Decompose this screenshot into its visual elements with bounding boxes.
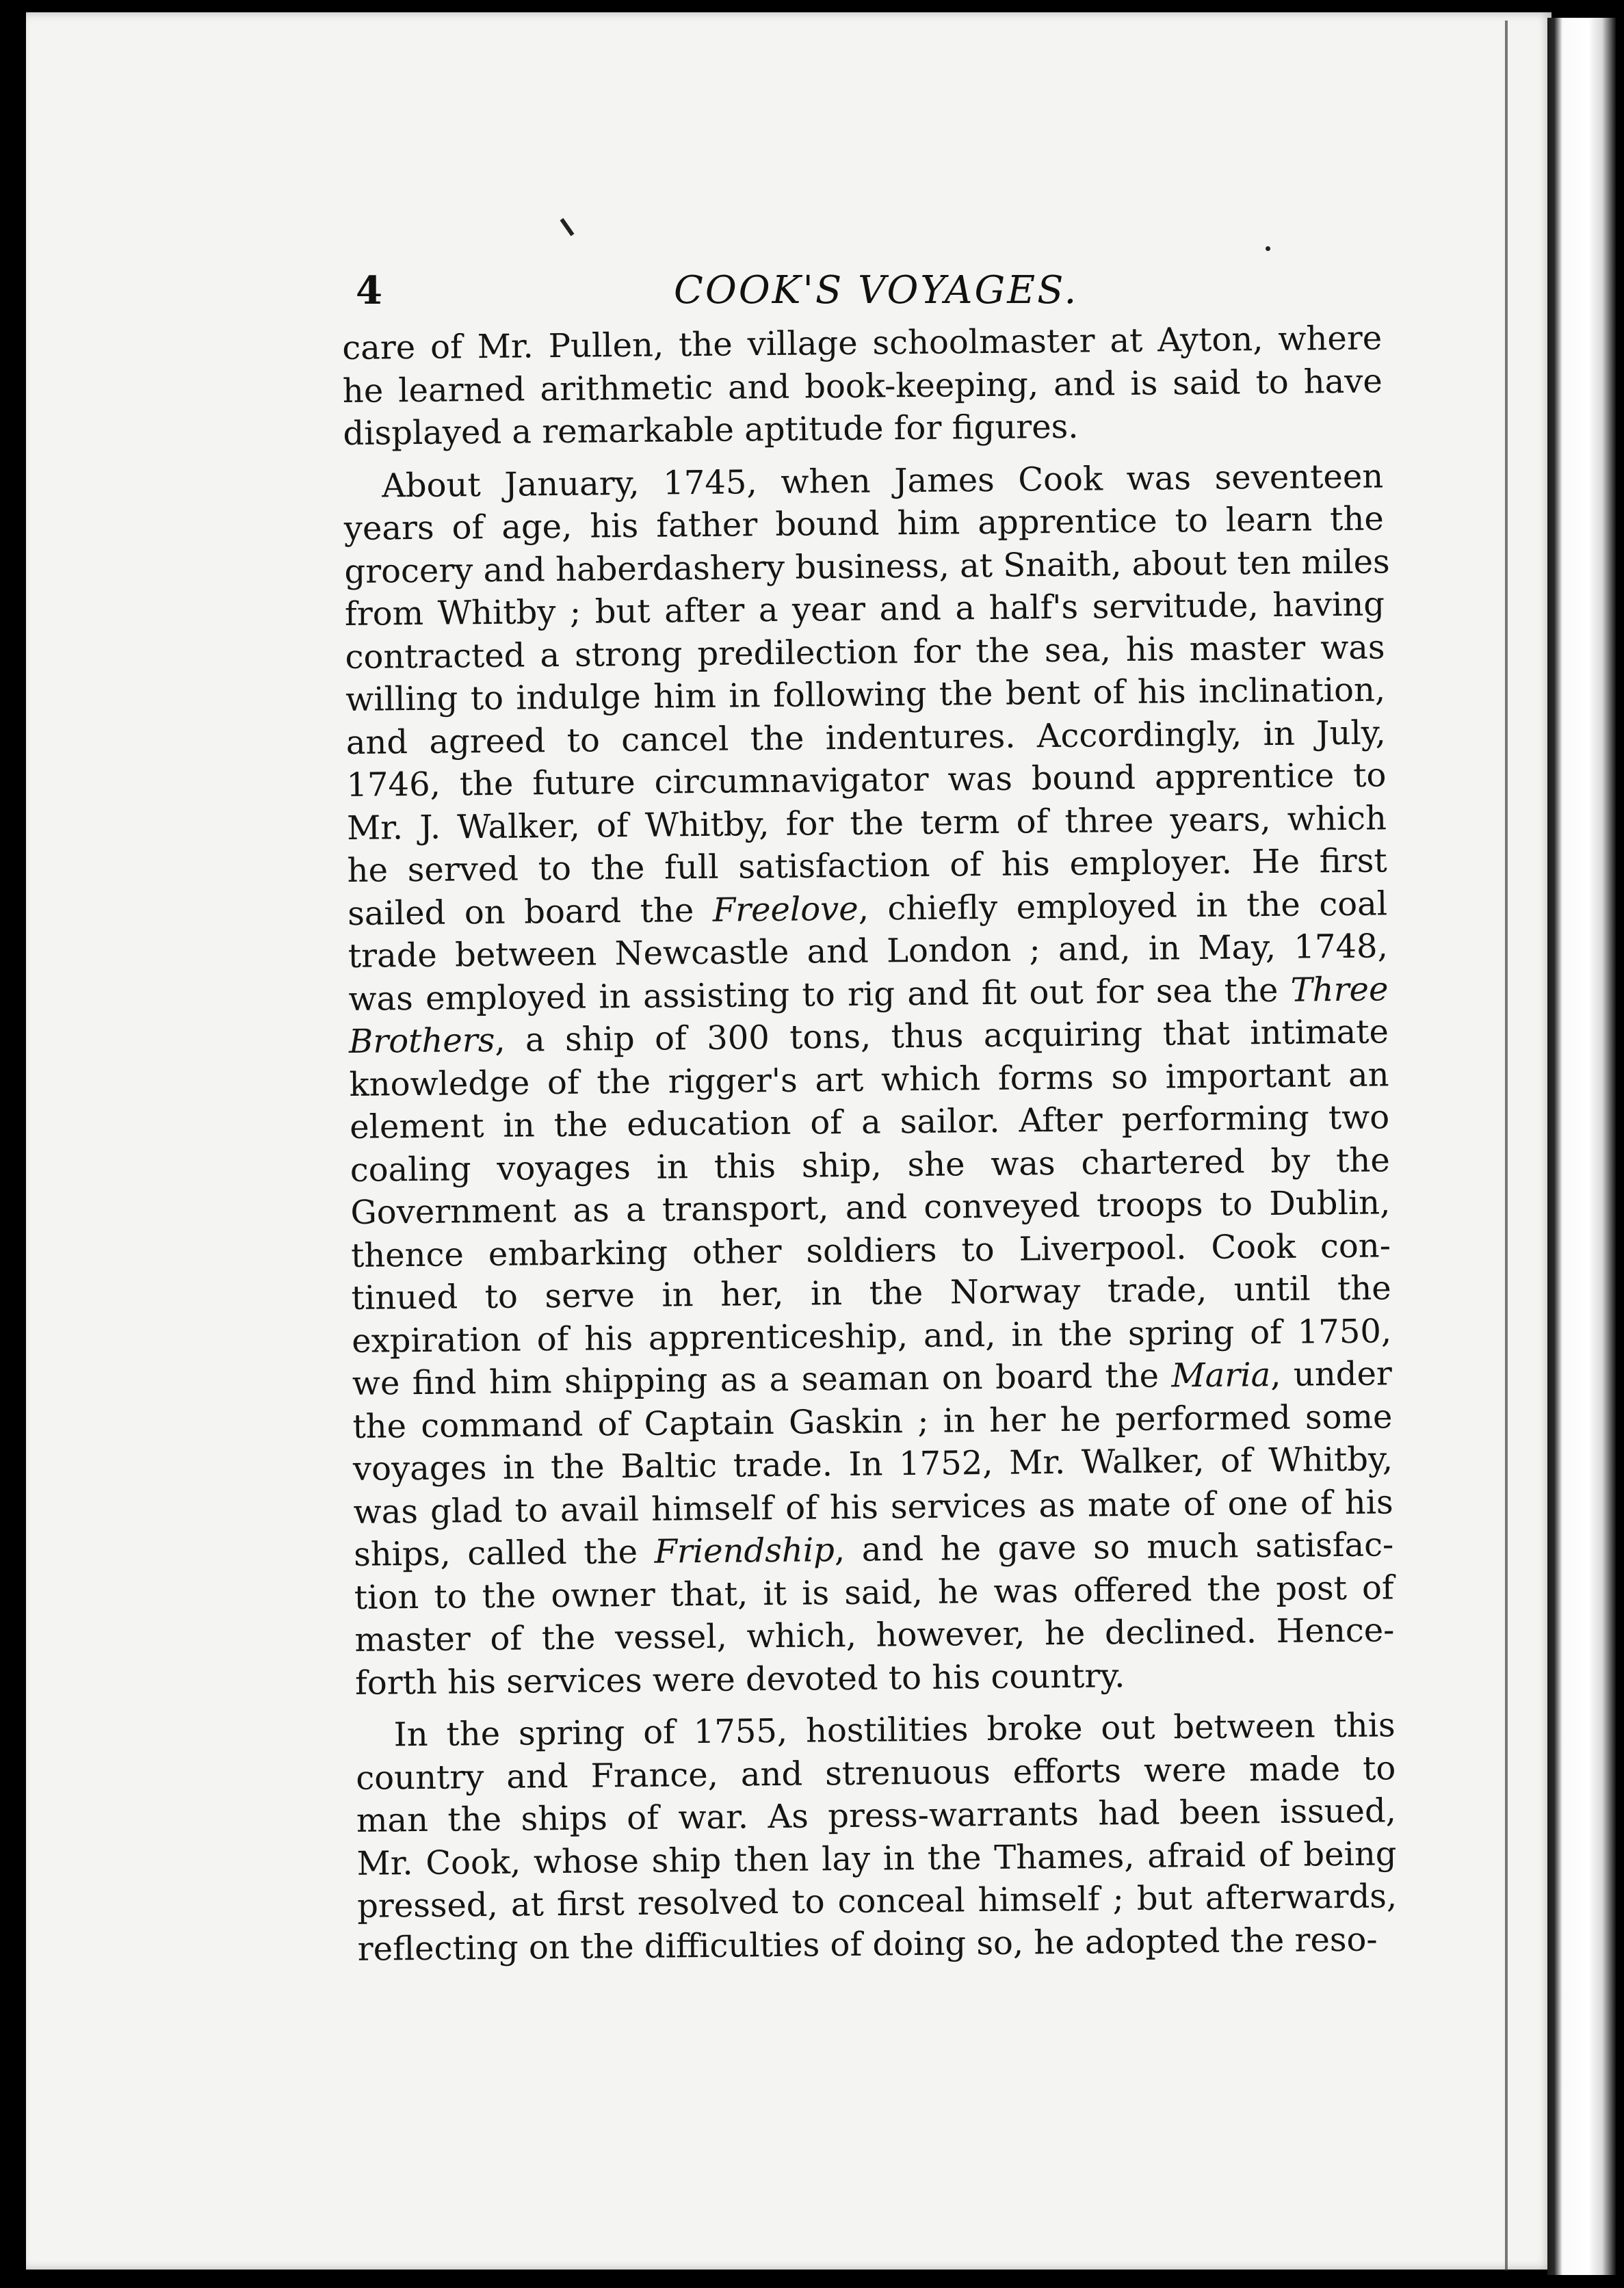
text-line: 1746, the future circumnavigator was bound apprentice to xyxy=(346,756,1387,804)
page-gutter-line xyxy=(1505,21,1508,2271)
text-line: he served to the full satisfaction of his employer. He first xyxy=(347,841,1387,890)
page-header xyxy=(356,268,1396,323)
text-line: willing to indulge him in following the bent of his inclination, xyxy=(345,670,1386,719)
text-line: was glad to avail himself of his services as mate of one of his xyxy=(353,1482,1393,1531)
text-line: expiration of his apprenticeship, and, in the spring of 1750, xyxy=(351,1311,1392,1360)
text-line: thence embarking other soldiers to Liverpool. Cook con- xyxy=(350,1226,1391,1275)
running-head: COOK'S VOYAGES. xyxy=(674,268,1079,313)
text-line: we find him shipping as a seaman on board the Maria, under xyxy=(352,1354,1393,1403)
page-number: 4 xyxy=(356,268,382,313)
text-line: Mr. J. Walker, of Whitby, for the term of three years, which xyxy=(346,798,1387,847)
text-line: ships, called the Friendship, and he gave so much satisfac- xyxy=(353,1525,1394,1574)
paragraph xyxy=(342,317,1383,455)
text-line: Mr. Cook, whose ship then lay in the Thames, afraid of being xyxy=(356,1834,1397,1883)
text-line: from Whitby ; but after a year and a half's servitude, having xyxy=(344,585,1385,633)
text-line: contracted a strong predilection for the sea, his master was xyxy=(345,627,1385,676)
text-line: sailed on board the Freelove, chiefly employed in the coal xyxy=(347,884,1388,933)
paragraph xyxy=(343,455,1395,1705)
body-text xyxy=(342,317,1398,1970)
text-line: Government as a transport, and conveyed troops to Dublin, xyxy=(350,1183,1391,1232)
text-line: trade between Newcastle and London ; and, in May, 1748, xyxy=(348,927,1389,975)
text-line: tion to the owner that, it is said, he was offered the post of xyxy=(354,1568,1394,1617)
text-line: About January, 1745, when James Cook was seventeen xyxy=(381,456,1384,505)
text-line: the command of Captain Gaskin ; in her he performed some xyxy=(352,1397,1393,1446)
text-line: displayed a remarkable aptitude for figures. xyxy=(343,407,1079,453)
text-line: man the ships of war. As press-warrants had been issued, xyxy=(356,1791,1397,1840)
text-line: he learned arithmetic and book-keeping, and is said to have xyxy=(342,361,1383,410)
text-line: pressed, at first resolved to conceal himself ; but afterwards, xyxy=(356,1877,1398,1925)
text-line: years of age, his father bound him apprentice to learn the xyxy=(343,499,1385,548)
text-line: country and France, and strenuous efforts were made to xyxy=(356,1748,1396,1798)
text-line: master of the vessel, which, however, he declined. Hence- xyxy=(354,1611,1395,1659)
text-line: tinued to serve in her, in the Norway trade, until the xyxy=(351,1269,1391,1317)
text-line: and agreed to cancel the indentures. Accordingly, in July, xyxy=(345,713,1386,762)
text-line: voyages in the Baltic trade. In 1752, Mr. Walker, of Whitby, xyxy=(352,1440,1393,1488)
text-line: Brothers, a ship of 300 tons, thus acquiring that intimate xyxy=(348,1012,1389,1061)
text-line: forth his services were devoted to his country. xyxy=(354,1656,1125,1702)
text-line: was employed in assisting to rig and fit out for sea the Three xyxy=(348,969,1389,1018)
text-line: element in the education of a sailor. After performing two xyxy=(349,1098,1390,1146)
scan-speck xyxy=(1266,246,1270,251)
paragraph xyxy=(355,1704,1398,1971)
text-line: coaling voyages in this ship, she was chartered by the xyxy=(350,1140,1390,1189)
text-line: reflecting on the difficulties of doing so, he adopted the reso- xyxy=(357,1920,1378,1969)
text-line: knowledge of the rigger's art which forms so important an xyxy=(349,1055,1389,1104)
text-line: grocery and haberdashery business, at Snaith, about ten miles xyxy=(344,542,1390,591)
book-page-edge xyxy=(1547,18,1616,2275)
text-line: care of Mr. Pullen, the village schoolmaster at Ayton, where xyxy=(342,319,1383,367)
text-line: In the spring of 1755, hostilities broke out between this xyxy=(393,1706,1396,1754)
